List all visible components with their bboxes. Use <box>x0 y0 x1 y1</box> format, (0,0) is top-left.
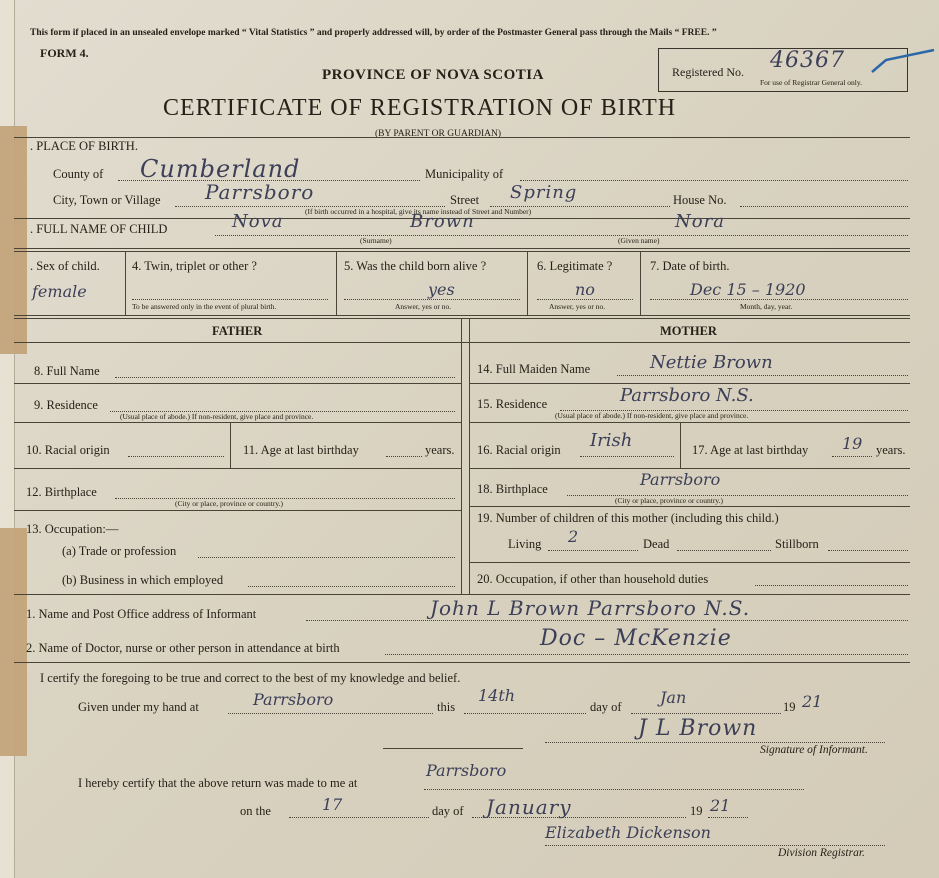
registrar-signature: Elizabeth Dickenson <box>545 823 711 842</box>
mother-years-label: years. <box>876 443 906 457</box>
living-label: Living <box>508 537 542 551</box>
day-of-label: day of <box>590 700 622 714</box>
mother-racial-label: 16. Racial origin <box>477 443 561 457</box>
county-value: Cumberland <box>140 155 301 183</box>
year-value: 21 <box>802 692 823 711</box>
this-label: this <box>437 700 456 714</box>
doctor-label: 2. Name of Doctor, nurse or other person in attendance at birth <box>26 641 340 655</box>
legit-label: 6. Legitimate ? <box>537 259 613 273</box>
day-of-value: Jan <box>660 688 687 707</box>
mother-racial-value: Irish <box>590 430 633 451</box>
mother-birthplace-note: (City or place, province or country.) <box>615 496 724 505</box>
surname-caption: (Surname) <box>360 236 392 245</box>
on-the-label: on the <box>240 804 271 818</box>
date-note: Month, day, year. <box>740 302 793 311</box>
city-label: City, Town or Village <box>53 193 161 207</box>
form-label: FORM 4. <box>40 46 89 60</box>
mother-occupation-label: 20. Occupation, if other than household duties <box>477 572 709 586</box>
signature-caption: Signature of Informant. <box>760 744 868 756</box>
registrar-caption: Division Registrar. <box>778 847 865 859</box>
child-given-value: Nora <box>675 211 725 232</box>
mother-age-value: 19 <box>842 434 863 453</box>
place-heading: . PLACE OF BIRTH. <box>30 139 138 153</box>
stillborn-label: Stillborn <box>775 537 819 551</box>
alive-value: yes <box>428 280 455 299</box>
dead-label: Dead <box>643 537 670 551</box>
father-residence-note: (Usual place of abode.) If non-resident, give place and province. <box>120 412 314 421</box>
check-mark-icon <box>868 48 938 78</box>
living-value: 2 <box>568 527 579 546</box>
father-racial-label: 10. Racial origin <box>26 443 110 457</box>
date-value: Dec 15 – 1920 <box>690 280 806 299</box>
sex-value: female <box>32 282 87 301</box>
twin-label: 4. Twin, triplet or other ? <box>132 259 257 273</box>
informant-signature: J L Brown <box>638 716 758 741</box>
mother-residence-label: 15. Residence <box>477 397 548 411</box>
mother-residence-value: Parrsboro N.S. <box>620 385 754 406</box>
given-caption: (Given name) <box>618 236 660 245</box>
alive-label: 5. Was the child born alive ? <box>344 259 487 273</box>
registered-note: For use of Registrar General only. <box>760 78 862 87</box>
tape-strip-top <box>0 126 27 354</box>
this-value: 14th <box>478 686 516 705</box>
registered-label: Registered No. <box>672 65 744 79</box>
father-years-label: years. <box>425 443 455 457</box>
certify-statement: I certify the foregoing to be true and correct to the best of my knowledge and belief. <box>40 671 461 685</box>
father-birthplace-label: 12. Birthplace <box>26 485 97 499</box>
child-surname-value: Brown <box>410 211 475 232</box>
registrar-day-of-label: day of <box>432 804 464 818</box>
registrar-place-value: Parrsboro <box>426 761 507 780</box>
municipality-label: Municipality of <box>425 167 504 181</box>
given-place-value: Parrsboro <box>253 690 334 709</box>
hospital-note: (If birth occurred in a hospital, give its name instead of Street and Number) <box>305 207 532 216</box>
province-heading: PROVINCE OF NOVA SCOTIA <box>322 67 544 83</box>
date-label: 7. Date of birth. <box>650 259 730 273</box>
registrar-year-value: 21 <box>710 796 731 815</box>
registered-number: 46367 <box>770 48 845 73</box>
county-label: County of <box>53 167 104 181</box>
father-trade-label: (a) Trade or profession <box>62 544 177 558</box>
father-residence-label: 9. Residence <box>34 398 98 412</box>
father-birthplace-note: (City or place, province or country.) <box>175 499 284 508</box>
alive-note: Answer, yes or no. <box>395 302 452 311</box>
house-label: House No. <box>673 193 727 207</box>
father-occupation-label: 13. Occupation:— <box>26 522 119 536</box>
informant-label: 1. Name and Post Office address of Informant <box>26 607 257 621</box>
doctor-value: Doc – McKenzie <box>540 626 732 651</box>
father-heading: FATHER <box>212 324 263 338</box>
mother-maiden-label: 14. Full Maiden Name <box>477 362 591 376</box>
child-name-prefix: Nova <box>232 211 284 232</box>
mother-heading: MOTHER <box>660 324 717 338</box>
legit-value: no <box>575 280 595 299</box>
child-name-label: . FULL NAME OF CHILD <box>30 222 168 236</box>
street-label: Street <box>450 193 480 207</box>
page-title: CERTIFICATE OF REGISTRATION OF BIRTH <box>163 95 677 121</box>
informant-value: John L Brown Parrsboro N.S. <box>430 596 751 620</box>
tape-strip-bottom <box>0 528 27 756</box>
mother-residence-note: (Usual place of abode.) If non-resident, give place and province. <box>555 411 749 420</box>
mother-children-label: 19. Number of children of this mother (including this child.) <box>477 511 779 525</box>
father-age-label: 11. Age at last birthday <box>243 443 359 457</box>
father-business-label: (b) Business in which employed <box>62 573 224 587</box>
mother-birthplace-value: Parrsboro <box>640 470 721 489</box>
street-value: Spring <box>510 182 578 203</box>
year-prefix: 19 <box>783 700 796 714</box>
registrar-day-of-value: January <box>486 795 572 819</box>
page-subtitle: (BY PARENT OR GUARDIAN) <box>375 129 502 139</box>
sex-label: . Sex of child. <box>30 259 100 273</box>
mother-maiden-value: Nettie Brown <box>650 352 773 373</box>
registrar-year-prefix: 19 <box>690 804 703 818</box>
given-label: Given under my hand at <box>78 700 199 714</box>
twin-note: To be answered only in the event of plural birth. <box>132 302 277 311</box>
divider <box>14 137 910 138</box>
legit-note: Answer, yes or no. <box>549 302 606 311</box>
mail-notice: This form if placed in an unsealed envelope marked “ Vital Statistics ” and properly addressed will, by order of the Postmaster General pass through the Mails “ FREE. ” <box>30 28 717 38</box>
father-name-label: 8. Full Name <box>34 364 100 378</box>
city-value: Parrsboro <box>205 180 315 204</box>
mother-age-label: 17. Age at last birthday <box>692 443 809 457</box>
on-the-value: 17 <box>322 795 343 814</box>
registrar-statement: I hereby certify that the above return was made to me at <box>78 776 358 790</box>
mother-birthplace-label: 18. Birthplace <box>477 482 548 496</box>
